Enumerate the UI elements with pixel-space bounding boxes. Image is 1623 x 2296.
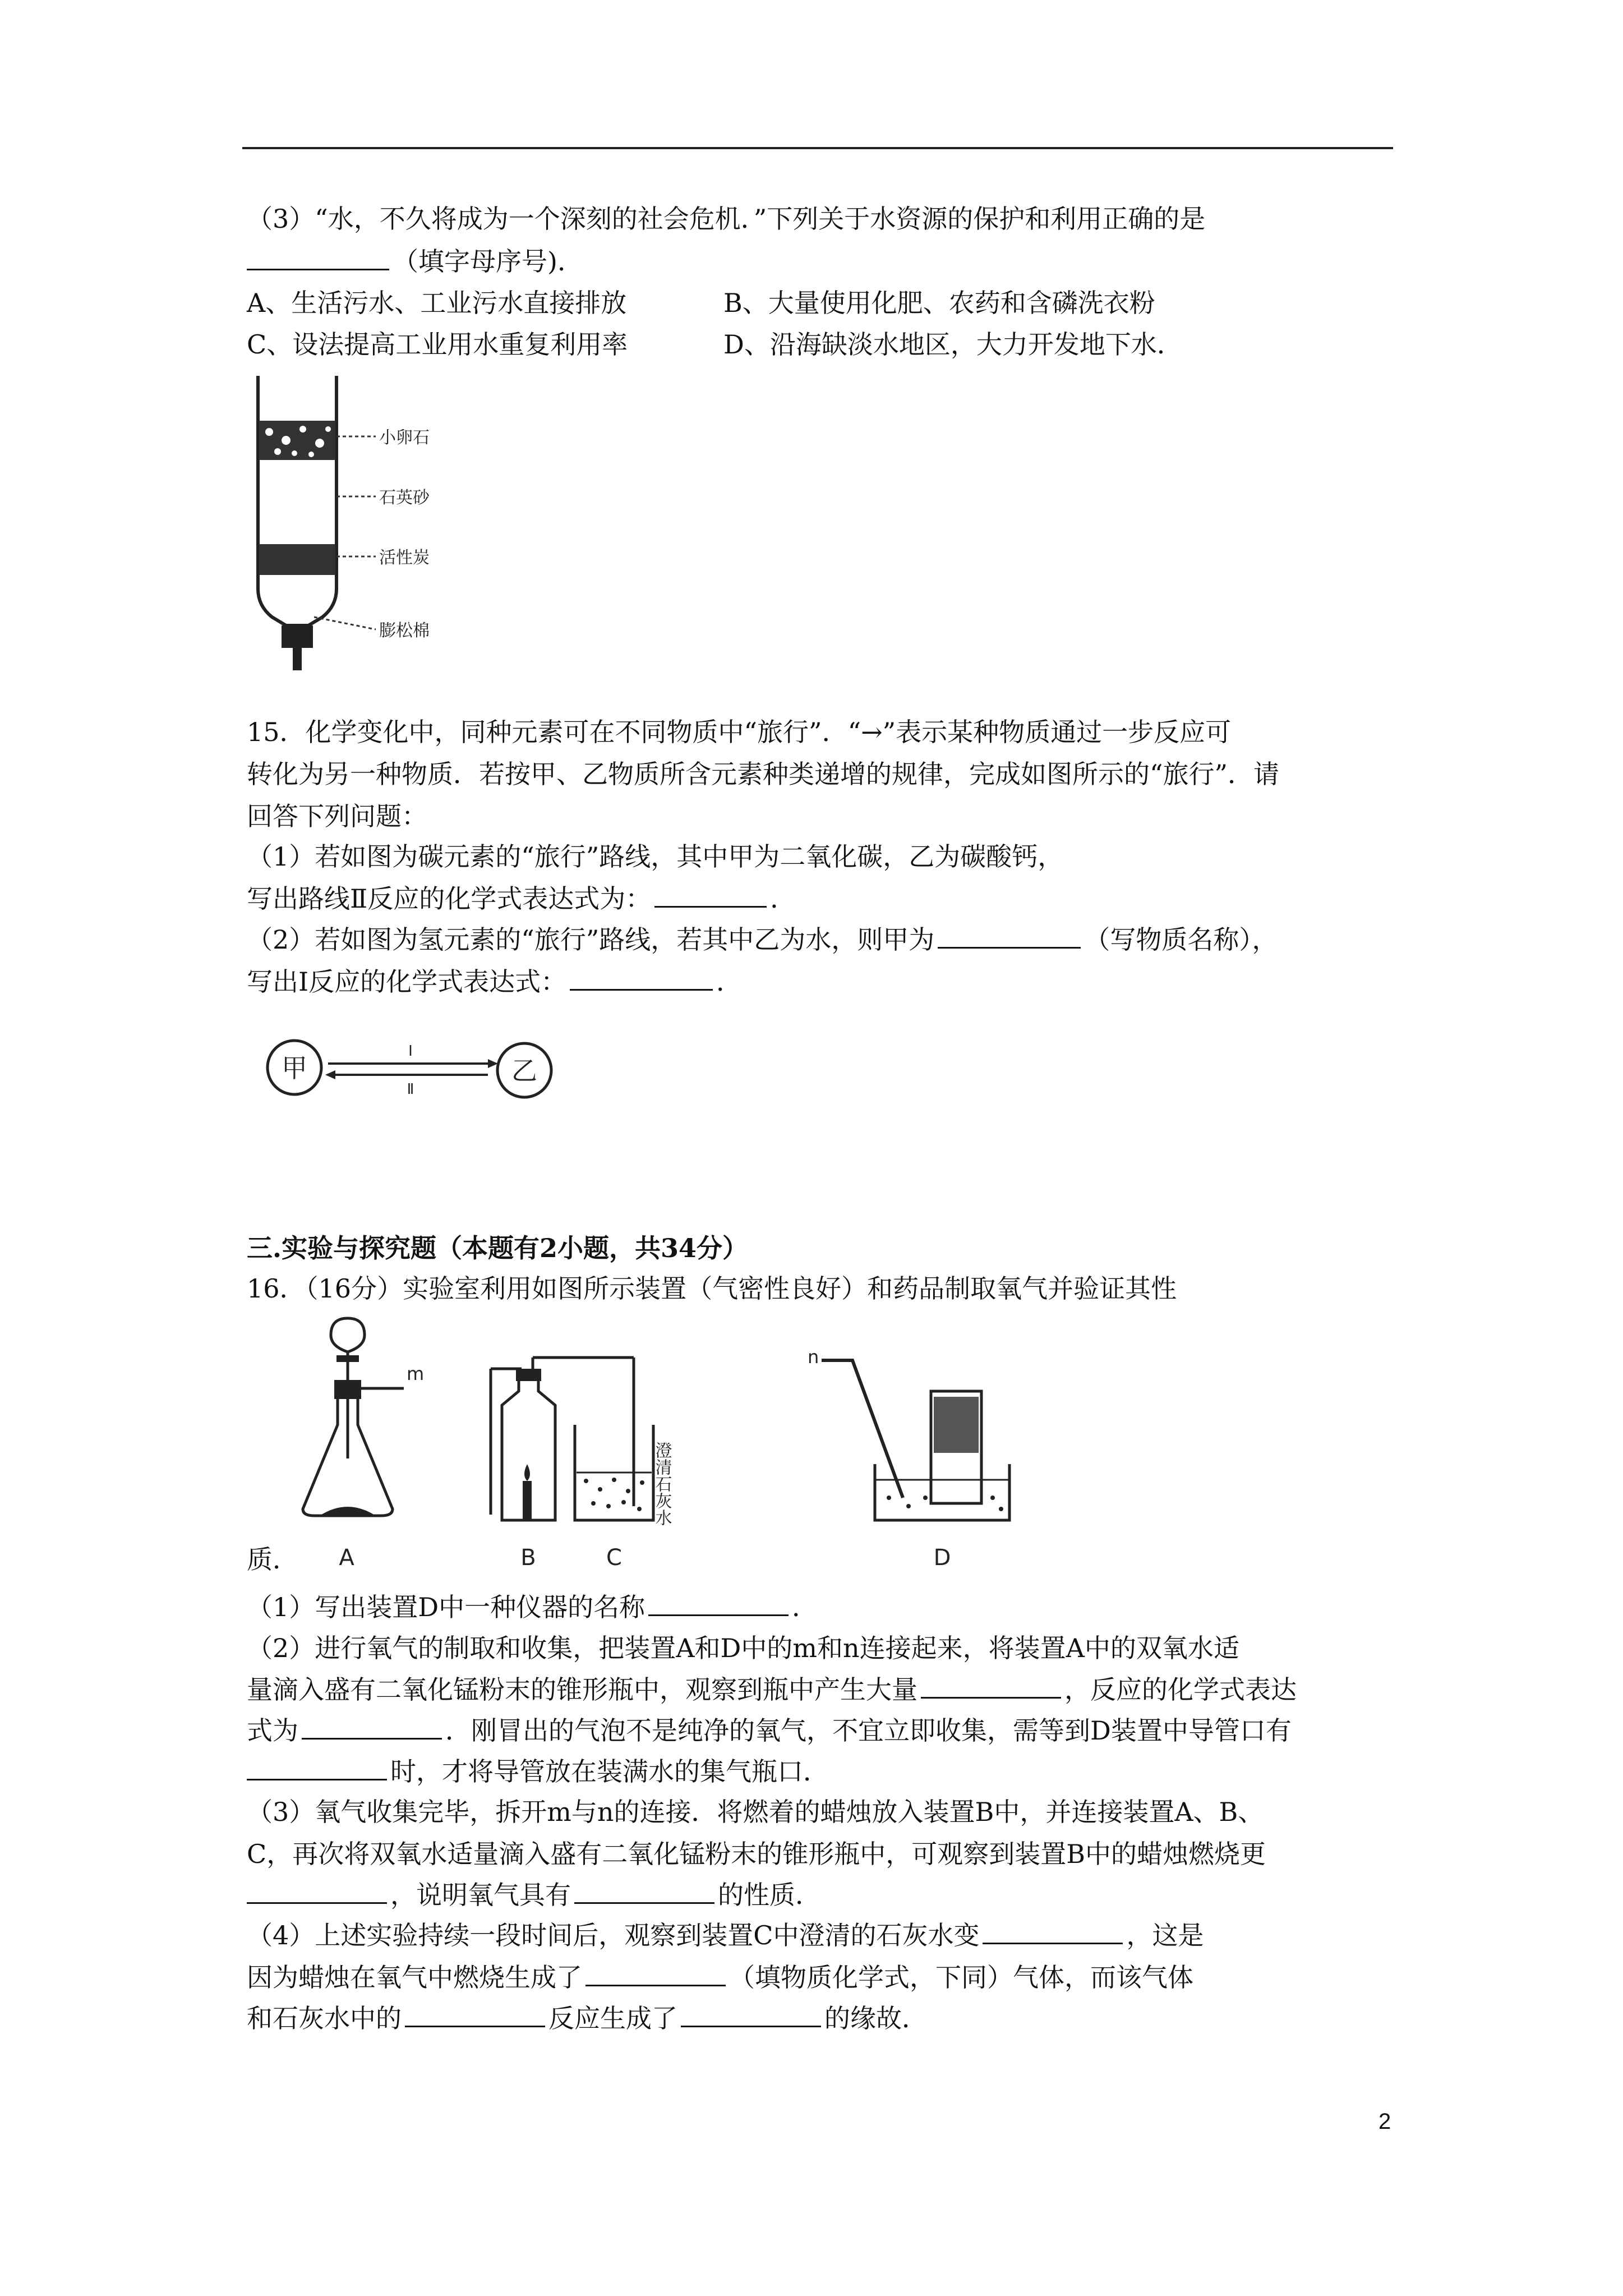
q16-p2-line4: 时，才将导管放在装满水的集气瓶口． bbox=[247, 1755, 829, 1788]
q16-p3-line1: （3）氧气收集完毕，拆开m与n的连接．将燃着的蜡烛放入装置B中，并连接装置A、B、 bbox=[247, 1797, 1264, 1827]
q15-line3: 回答下列问题： bbox=[247, 801, 427, 831]
option-c: C、设法提高工业用水重复利用率 bbox=[247, 329, 628, 360]
node-jia: 甲 bbox=[282, 1053, 307, 1083]
label-n: n bbox=[808, 1346, 819, 1368]
q16-p4-line1: （4）上述实验持续一段时间后，观察到装置C中澄清的石灰水变 ，这是 bbox=[247, 1920, 1204, 1950]
label-quartz-sand: 石英砂 bbox=[379, 488, 430, 508]
q15-line7: 写出Ⅰ反应的化学式表达式： ． bbox=[247, 967, 743, 997]
answer-blank[interactable] bbox=[648, 1592, 789, 1616]
answer-blank[interactable] bbox=[585, 1962, 726, 1986]
q16-p4-line2: 因为蜡烛在氧气中燃烧生成了 （填物质化学式，下同）气体，而该气体 bbox=[247, 1962, 1193, 1993]
device-a bbox=[303, 1318, 424, 1571]
water-filter-figure bbox=[247, 370, 482, 684]
answer-blank[interactable] bbox=[405, 2003, 545, 2027]
option-b: B、大量使用化肥、农药和含磷洗衣粉 bbox=[723, 288, 1155, 318]
label-c: C bbox=[606, 1545, 622, 1571]
label-cotton: 膨松棉 bbox=[379, 621, 430, 641]
apparatus-figure bbox=[292, 1313, 1021, 1576]
q15-line4: （1）若如图为碳元素的“旅行”路线，其中甲为二氧化碳，乙为碳酸钙， bbox=[247, 841, 1064, 872]
q16-p1: （1）写出装置D中一种仪器的名称 ． bbox=[247, 1592, 818, 1622]
q14-3-line2: （填字母序号)． bbox=[247, 245, 583, 278]
q16-line1: 16．（16分）实验室利用如图所示装置（气密性良好）和药品制取氧气并验证其性 bbox=[247, 1273, 1177, 1304]
answer-blank[interactable] bbox=[983, 1920, 1123, 1944]
q15-line2: 转化为另一种物质．若按甲、乙物质所含元素种类递增的规律，完成如图所示的“旅行”．请 bbox=[247, 759, 1280, 789]
header-rule bbox=[242, 147, 1393, 149]
q16-p3-line3: ，说明氧气具有 的性质． bbox=[247, 1878, 821, 1912]
q15-line5: 写出路线Ⅱ反应的化学式表达式为： ． bbox=[247, 884, 796, 914]
answer-blank[interactable] bbox=[921, 1674, 1061, 1699]
section-heading: 三.实验与探究题（本题有2小题，共34分） bbox=[247, 1233, 749, 1263]
page-number: 2 bbox=[1378, 2109, 1391, 2134]
answer-blank[interactable] bbox=[654, 884, 767, 908]
device-c bbox=[575, 1358, 672, 1571]
option-a: A、生活污水、工业污水直接排放 bbox=[247, 288, 627, 318]
q16-zhi: 质． bbox=[247, 1544, 298, 1575]
answer-blank[interactable] bbox=[302, 1715, 442, 1740]
q16-p2-line1: （2）进行氧气的制取和收集，把装置A和D中的m和n连接起来，将装置A中的双氧水适 bbox=[247, 1633, 1239, 1663]
travel-diagram bbox=[264, 1031, 578, 1110]
q14-3-line1: （3）“水，不久将成为一个深刻的社会危机．”下列关于水资源的保护和利用正确的是 bbox=[247, 204, 1206, 234]
label-m: m bbox=[407, 1363, 425, 1384]
answer-blank[interactable] bbox=[247, 1756, 387, 1780]
q16-p4-line3: 和石灰水中的 反应生成了 的缘故． bbox=[247, 2003, 928, 2033]
answer-blank[interactable] bbox=[938, 924, 1081, 949]
q15-line1: 15．化学变化中，同种元素可在不同物质中“旅行”．“→”表示某种物质通过一步反应可 bbox=[247, 717, 1232, 747]
label-a: A bbox=[339, 1545, 354, 1571]
answer-blank[interactable] bbox=[570, 967, 713, 991]
answer-blank[interactable] bbox=[681, 2003, 821, 2027]
route-label-2: Ⅱ bbox=[407, 1081, 414, 1098]
label-b: B bbox=[520, 1545, 536, 1571]
q16-p3-line2: C，再次将双氧水适量滴入盛有二氧化锰粉末的锥形瓶中，可观察到装置B中的蜡烛燃烧更 bbox=[247, 1839, 1266, 1869]
q16-p2-line2: 量滴入盛有二氧化锰粉末的锥形瓶中，观察到瓶中产生大量 ，反应的化学式表达 bbox=[247, 1674, 1297, 1705]
answer-blank[interactable] bbox=[247, 1880, 387, 1904]
device-d bbox=[808, 1346, 1009, 1571]
answer-blank[interactable] bbox=[247, 246, 389, 270]
q15-line6: （2）若如图为氢元素的“旅行”路线，若其中乙为水，则甲为 （写物质名称）， bbox=[247, 924, 1278, 955]
label-activated-carbon: 活性炭 bbox=[379, 548, 430, 568]
label-limewater: 澄清石灰水 bbox=[652, 1442, 672, 1526]
label-gravel: 小卵石 bbox=[379, 428, 430, 448]
route-label-1: Ⅰ bbox=[408, 1043, 413, 1060]
label-d: D bbox=[933, 1545, 951, 1571]
node-yi: 乙 bbox=[511, 1056, 537, 1086]
device-b bbox=[491, 1358, 634, 1571]
answer-blank[interactable] bbox=[574, 1880, 714, 1904]
option-d: D、沿海缺淡水地区，大力开发地下水． bbox=[723, 329, 1183, 360]
q16-p2-line3: 式为 ．刚冒出的气泡不是纯净的氧气，不宜立即收集，需等到D装置中导管口有 bbox=[247, 1715, 1292, 1746]
